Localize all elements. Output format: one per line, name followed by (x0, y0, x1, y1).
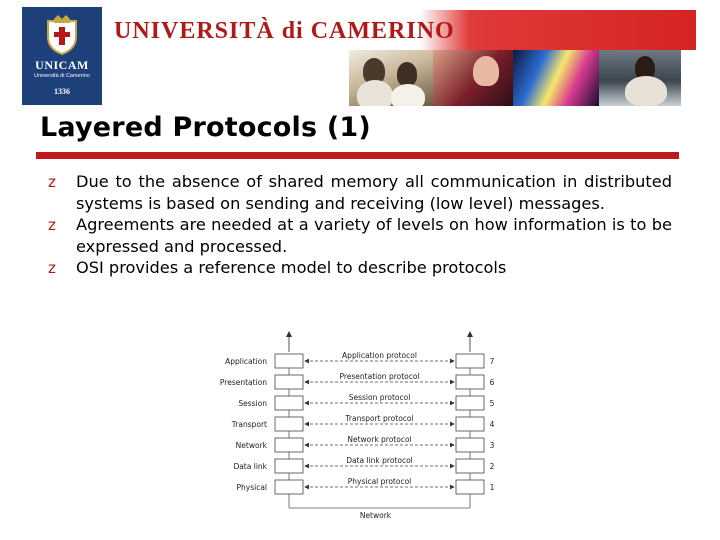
layer-box-left (275, 459, 303, 473)
bullet-item (48, 214, 672, 257)
layer-box-left (275, 354, 303, 368)
protocol-label: Session protocol (348, 393, 411, 402)
bullet-item (48, 257, 672, 279)
layer-number: 4 (489, 420, 495, 429)
layer-name: Physical (236, 483, 267, 492)
logo-name: UNICAM (35, 58, 89, 72)
osi-diagram-canvas (215, 328, 505, 534)
slide-title: Layered Protocols (1) (40, 112, 371, 143)
laboratory-photo (433, 50, 513, 106)
reader-photo (599, 50, 681, 106)
bullet-item (48, 171, 672, 214)
layer-box-right (456, 480, 484, 494)
layer-box-right (456, 396, 484, 410)
logo-subtitle: Università di Camerino (34, 73, 90, 79)
logo-year: 1336 (54, 87, 70, 96)
bullet-icon: z (48, 259, 56, 277)
layer-name: Data link (233, 462, 267, 471)
layer-box-left (275, 375, 303, 389)
osi-model-diagram (215, 328, 505, 534)
layer-number: 3 (489, 441, 495, 450)
unicam-logo (22, 7, 102, 105)
layer-box-left (275, 438, 303, 452)
light-spectrum-photo (513, 50, 599, 106)
university-title: UNIVERSITÀ di CAMERINO (114, 18, 455, 44)
title-divider (36, 152, 679, 159)
banner-stripe (420, 10, 696, 50)
layer-box-right (456, 354, 484, 368)
layer-number: 2 (489, 462, 495, 471)
header-photo-strip (349, 50, 681, 106)
protocol-label: Presentation protocol (339, 372, 420, 381)
layer-box-left (275, 480, 303, 494)
protocol-label: Network protocol (347, 435, 412, 444)
layer-name: Transport (231, 420, 267, 429)
layer-number: 1 (489, 483, 495, 492)
bullet-text: Agreements are needed at a variety of levels on how information is to be expressed and processed. (76, 215, 672, 256)
protocol-label: Transport protocol (345, 414, 414, 423)
layer-box-left (275, 417, 303, 431)
layer-box-left (275, 396, 303, 410)
layer-box-right (456, 417, 484, 431)
layer-number: 6 (489, 378, 495, 387)
layer-number: 5 (489, 399, 495, 408)
protocol-label: Physical protocol (347, 477, 412, 486)
layer-number: 7 (489, 357, 495, 366)
protocol-label: Data link protocol (346, 456, 413, 465)
bullet-list (48, 171, 672, 279)
network-label: Network (359, 511, 392, 520)
layer-box-right (456, 375, 484, 389)
layer-box-right (456, 438, 484, 452)
layer-box-right (456, 459, 484, 473)
crest-icon (44, 15, 80, 55)
bullet-icon: z (48, 216, 56, 234)
bullet-icon: z (48, 173, 56, 191)
students-photo (349, 50, 433, 106)
layer-name: Network (235, 441, 267, 450)
protocol-label: Application protocol (342, 351, 417, 360)
layer-name: Session (238, 399, 267, 408)
layer-name: Application (225, 357, 267, 366)
layer-name: Presentation (219, 378, 267, 387)
bullet-text: OSI provides a reference model to describe protocols (76, 258, 507, 277)
bullet-text: Due to the absence of shared memory all communication in distributed systems is based on sending and receiving (low level) messages. (76, 172, 672, 213)
